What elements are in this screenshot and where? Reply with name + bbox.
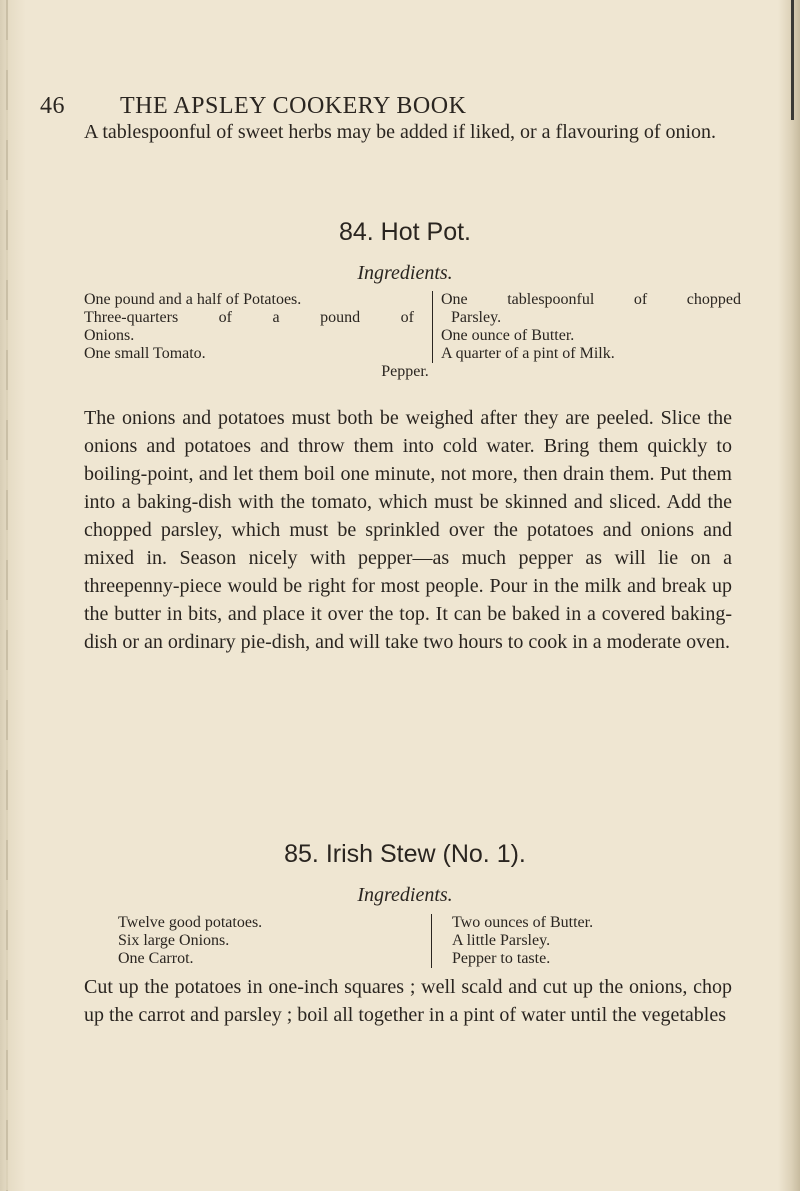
- ingredient-line: Pepper to taste.: [452, 950, 551, 967]
- recipe-84-pepper-line: Pepper.: [381, 363, 429, 380]
- recipe-84-method: The onions and potatoes must both be weighed after they are peeled. Slice the onions and potatoes and throw them into cold water. Bring them quickly to boiling-point, and let them boil one minute, not more, then drain them. Put them into a baking-dish with the tomato, which must be skinned and sliced. Add the chopped parsley, which must be sprinkled over the potatoes and onions and mixed in. Season nicely with pepper—as much pepper as will lie on a threepenny-piece would be right for most people. Pour in the milk and break up the butter in bits, and place it over the top. It can be baked in a covered baking-dish or an ordinary pie-dish, and will take two hours to cook in a moderate oven.: [84, 407, 732, 653]
- ingredient-line: One Carrot.: [118, 950, 194, 967]
- recipe-84-ingredients-right: [432, 291, 741, 363]
- ingredient-line: A quarter of a pint of Milk.: [441, 345, 615, 362]
- ingredient-line: Onions.: [84, 327, 135, 344]
- intro-paragraph: A tablespoonful of sweet herbs may be added if liked, or a flavouring of onion.: [84, 121, 717, 143]
- ingredient-line: Two ounces of Butter.: [452, 914, 594, 931]
- book-title: THE APSLEY COOKERY BOOK: [120, 93, 467, 119]
- recipe-85-ingredients-left: [118, 914, 418, 968]
- ingredient-line: Parsley.: [451, 309, 502, 326]
- recipe-84-title: 84. Hot Pot.: [338, 218, 472, 246]
- page-binding-edge: [0, 0, 26, 1191]
- book-page: [40, 0, 770, 1191]
- ingredient-line: Twelve good potatoes.: [118, 914, 263, 931]
- ingredient-line: A little Parsley.: [452, 932, 551, 949]
- recipe-85-ingredients-heading: Ingredients.: [357, 884, 453, 906]
- recipe-84-ingredients-left: [84, 291, 414, 363]
- ingredient-line: One small Tomato.: [84, 345, 206, 362]
- ingredient-line: Six large Onions.: [118, 932, 230, 949]
- recipe-84-ingredients-heading: Ingredients.: [357, 262, 453, 284]
- ingredient-line: One ounce of Butter.: [441, 327, 575, 344]
- page-fore-edge: [778, 0, 800, 1191]
- recipe-85-ingredients-right: [431, 914, 742, 968]
- ingredient-line: One tablespoonful of chopped: [441, 291, 741, 308]
- page-number: 46: [40, 93, 65, 119]
- recipe-85-title: 85. Irish Stew (No. 1).: [284, 840, 526, 868]
- ingredient-line: Three-quarters of a pound of: [84, 309, 414, 326]
- ingredient-line: One pound and a half of Potatoes.: [84, 291, 302, 308]
- recipe-85-method: Cut up the potatoes in one-inch squares ; well scald and cut up the onions, chop up the carrot and parsley ; boil all together in a pint of water until the vegetables: [84, 976, 732, 1026]
